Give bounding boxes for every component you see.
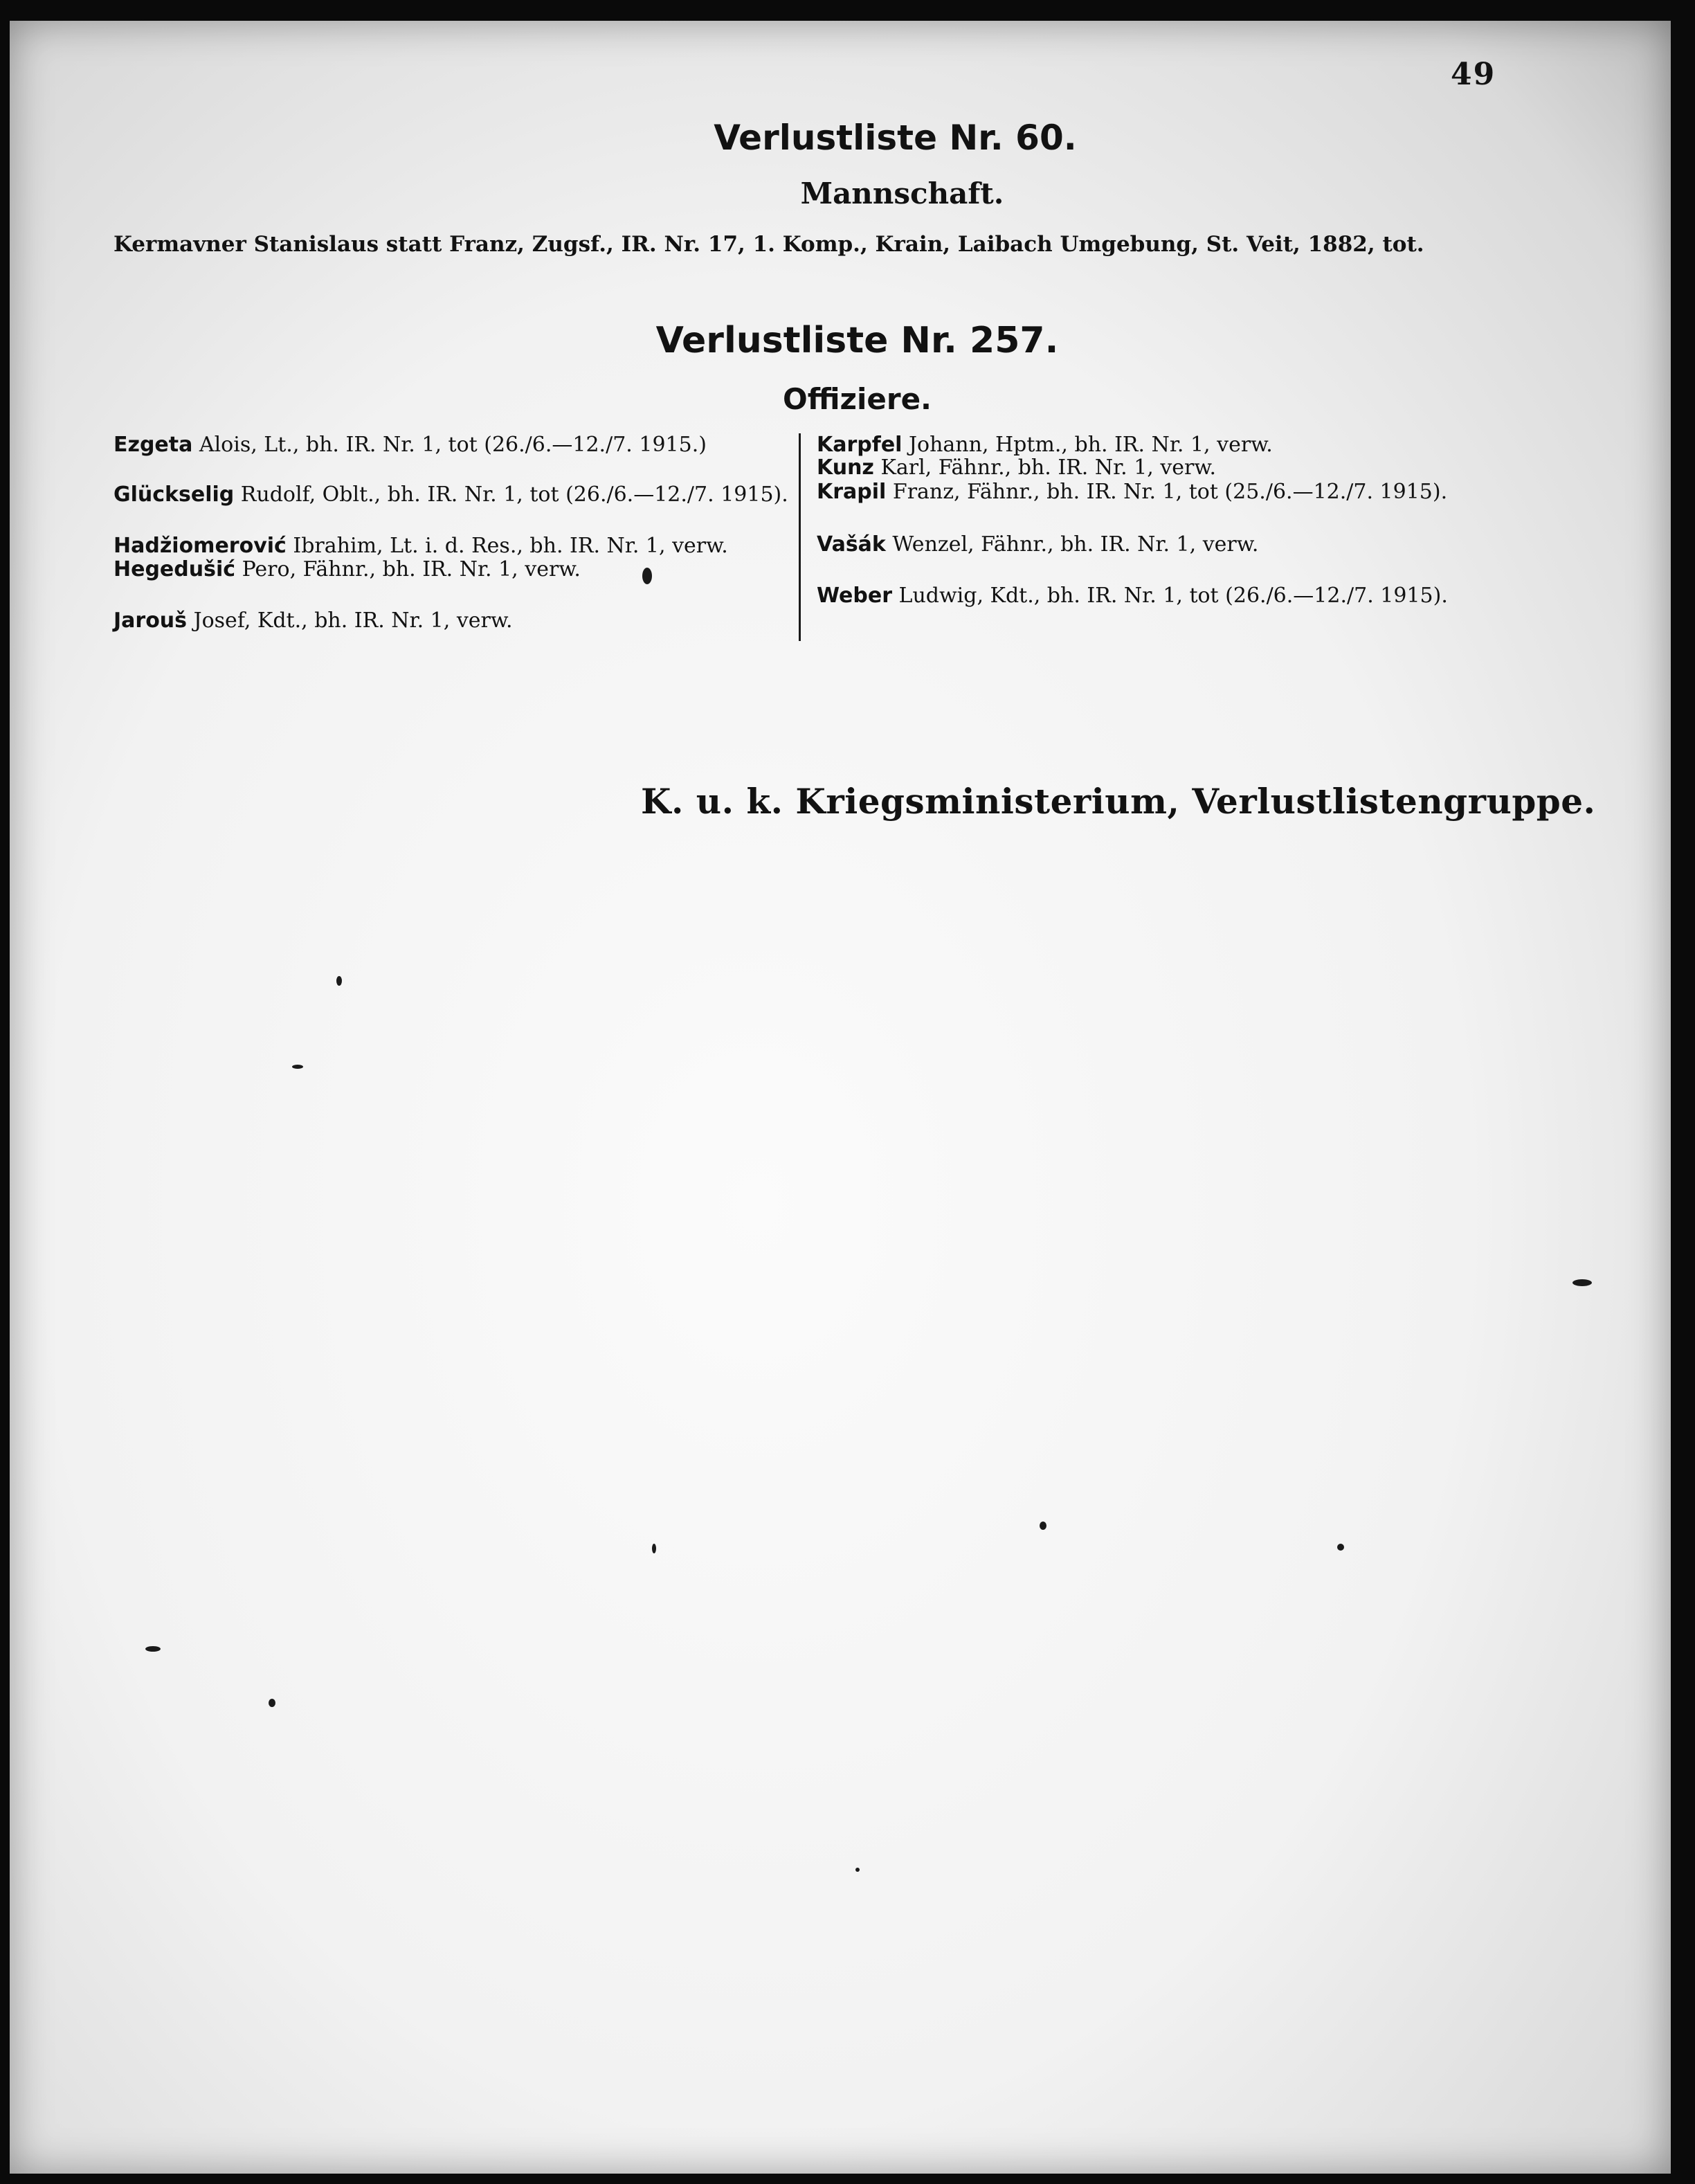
entry-details: Rudolf, Oblt., bh. IR. Nr. 1, tot (26./6.—12./7. 1915).: [240, 482, 788, 507]
entry-details: Wenzel, Fähnr., bh. IR. Nr. 1, verw.: [892, 532, 1259, 557]
ink-speck: [292, 1065, 303, 1069]
list-60-section: Mannschaft.: [800, 177, 1004, 210]
entry-details: Johann, Hptm., bh. IR. Nr. 1, verw.: [909, 433, 1273, 457]
entry-details: Karl, Fähnr., bh. IR. Nr. 1, verw.: [880, 455, 1217, 480]
ink-speck: [652, 1544, 656, 1553]
document-page: [10, 21, 1671, 2174]
page-number: 49: [1451, 57, 1496, 92]
ink-speck: [1040, 1522, 1046, 1530]
list-item: [817, 480, 1447, 503]
signature-line: K. u. k. Kriegsministerium, Verlustlistengruppe.: [641, 781, 1596, 822]
list-item: [817, 584, 1448, 607]
list-item: [114, 558, 581, 581]
entry-details: Ludwig, Kdt., bh. IR. Nr. 1, tot (26./6.—12./7. 1915).: [898, 584, 1448, 608]
entry-name: Weber: [817, 584, 892, 608]
entry-name: Kunz: [817, 455, 874, 480]
entry-name: Hadžiomerović: [114, 534, 287, 558]
list-60-entry: [114, 232, 1424, 257]
entry-name: Karpfel: [817, 433, 903, 457]
list-item: [114, 534, 728, 557]
entry-name: Jarouš: [114, 608, 188, 633]
list-item: [817, 456, 1216, 479]
entry-details: Josef, Kdt., bh. IR. Nr. 1, verw.: [193, 608, 513, 633]
entry-details: Zugsf., IR. Nr. 17, 1. Komp., Krain, Laibach Umgebung, St. Veit, 1882, tot.: [532, 232, 1424, 257]
right-column: [817, 433, 1578, 641]
entry-details: Franz, Fähnr., bh. IR. Nr. 1, tot (25./6.—12./7. 1915).: [892, 480, 1448, 504]
entry-name: Krapil: [817, 480, 887, 504]
list-item: [817, 533, 1258, 556]
list-60-title: Verlustliste Nr. 60.: [714, 118, 1077, 158]
entry-details: Alois, Lt., bh. IR. Nr. 1, tot (26./6.—12./7. 1915.): [199, 433, 707, 457]
list-item: [114, 609, 513, 632]
ink-speck: [1572, 1279, 1592, 1286]
ink-speck: [145, 1646, 161, 1652]
list-item: [114, 483, 788, 506]
entry-details: Ibrahim, Lt. i. d. Res., bh. IR. Nr. 1, verw.: [293, 534, 728, 558]
column-divider: [799, 433, 801, 641]
entry-name: Glückselig: [114, 482, 235, 507]
entry-name: Vašák: [817, 532, 886, 557]
entry-name: Ezgeta: [114, 433, 193, 457]
entry-details: Pero, Fähnr., bh. IR. Nr. 1, verw.: [242, 557, 581, 581]
list-257-title: Verlustliste Nr. 257.: [655, 320, 1059, 361]
list-257-section: Offiziere.: [782, 382, 932, 416]
ink-speck: [336, 976, 342, 986]
list-item: [114, 433, 707, 456]
ink-speck: [642, 568, 652, 584]
list-item: [817, 433, 1273, 456]
entry-name: Kermavner Stanislaus statt Franz,: [114, 232, 525, 257]
ink-speck: [1337, 1544, 1344, 1551]
entry-name: Hegedušić: [114, 557, 236, 581]
left-column: [114, 433, 788, 641]
ink-speck: [855, 1868, 860, 1872]
ink-speck: [269, 1699, 275, 1707]
